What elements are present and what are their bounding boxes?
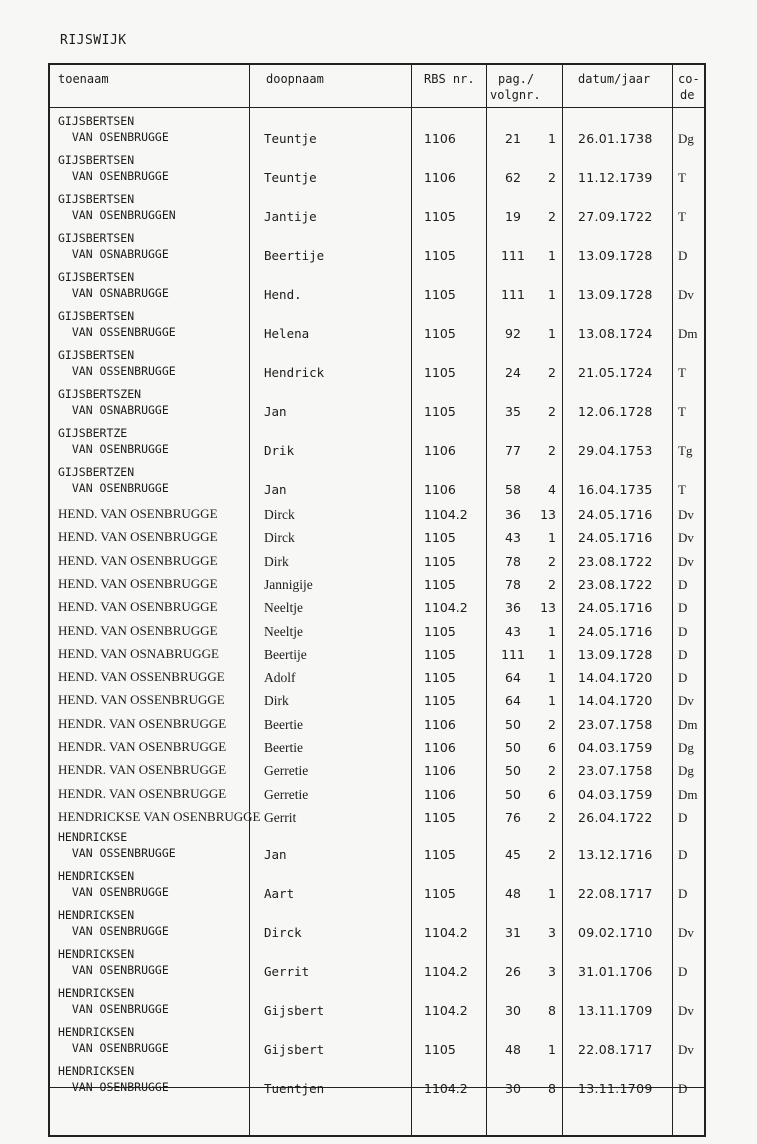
register-table bbox=[48, 63, 706, 1137]
rbs-number: 1106 bbox=[424, 740, 456, 755]
record-date: 04.03.1759 bbox=[578, 740, 653, 755]
table-row bbox=[50, 830, 704, 869]
given-name: Dirck bbox=[264, 530, 295, 546]
sequence-number: 1 bbox=[548, 1042, 556, 1058]
record-date: 13.09.1728 bbox=[578, 287, 653, 302]
sequence-number: 1 bbox=[548, 530, 556, 546]
rbs-number: 1105 bbox=[424, 886, 456, 902]
given-name: Jan bbox=[264, 404, 287, 419]
sequence-number: 2 bbox=[548, 716, 556, 732]
rbs-number: 1104.2 bbox=[424, 925, 468, 941]
record-date: 24.05.1716 bbox=[578, 507, 653, 522]
table-row bbox=[50, 737, 704, 760]
sequence-number: 1 bbox=[548, 131, 556, 146]
record-date: 13.08.1724 bbox=[578, 326, 653, 341]
record-code: D bbox=[678, 576, 688, 592]
table-row bbox=[50, 1064, 704, 1103]
surname-line-1: HEND. VAN OSENBRUGGE bbox=[58, 506, 218, 521]
record-code: Dg bbox=[678, 131, 694, 146]
record-code: Dv bbox=[678, 693, 694, 709]
surname-line-2: VAN OSNABRUGGE bbox=[58, 286, 169, 300]
surname-line-1: HEND. VAN OSNABRUGGE bbox=[58, 645, 219, 661]
surname-line-1: GIJSBERTSZEN bbox=[58, 387, 142, 401]
surname-line-1: HENDRICKSEN bbox=[58, 986, 135, 1001]
record-date: 09.02.1710 bbox=[578, 925, 653, 941]
record-code: Tg bbox=[678, 443, 693, 458]
record-date: 29.04.1753 bbox=[578, 443, 653, 458]
rbs-number: 1105 bbox=[424, 248, 456, 263]
surname-line-2: VAN OSNABRUGGE bbox=[58, 247, 169, 261]
page-number: 26 bbox=[505, 964, 521, 980]
record-code: T bbox=[678, 209, 686, 224]
rbs-number: 1106 bbox=[424, 716, 456, 732]
record-code: Dm bbox=[678, 786, 698, 802]
record-date: 22.08.1717 bbox=[578, 886, 653, 902]
record-code: D bbox=[678, 646, 688, 662]
record-code: D bbox=[678, 964, 688, 980]
given-name: Gerrit bbox=[264, 964, 310, 980]
table-row bbox=[50, 527, 704, 550]
page-number: 48 bbox=[505, 1042, 521, 1058]
given-name: Teuntje bbox=[264, 170, 317, 185]
table-row bbox=[50, 270, 704, 309]
given-name: Drik bbox=[264, 443, 295, 458]
page-number: 111 bbox=[501, 248, 525, 263]
sequence-number: 2 bbox=[548, 847, 556, 863]
rbs-number: 1105 bbox=[424, 693, 456, 709]
record-code: T bbox=[678, 404, 686, 419]
given-name: Aart bbox=[264, 886, 295, 902]
page-number: 77 bbox=[505, 443, 521, 458]
header-code-2: de bbox=[680, 88, 695, 102]
surname-line-1: GIJSBERTZE bbox=[58, 426, 128, 440]
table-row bbox=[50, 714, 704, 737]
page-number: 92 bbox=[505, 326, 521, 341]
surname-line-2: VAN OSSENBRUGGE bbox=[58, 846, 176, 861]
sequence-number: 2 bbox=[548, 404, 556, 419]
page-number: 62 bbox=[505, 170, 521, 185]
given-name: Gerretie bbox=[264, 786, 309, 802]
table-row bbox=[50, 426, 704, 465]
given-name: Neeltje bbox=[264, 623, 303, 639]
table-row bbox=[50, 551, 704, 574]
surname-line-1: HEND. VAN OSENBRUGGE bbox=[58, 529, 218, 545]
record-date: 13.11.1709 bbox=[578, 1081, 653, 1097]
record-date: 24.05.1716 bbox=[578, 600, 653, 616]
rbs-number: 1105 bbox=[424, 404, 456, 419]
given-name: Dirck bbox=[264, 507, 295, 522]
page-number: 48 bbox=[505, 886, 521, 902]
table-row bbox=[50, 908, 704, 947]
table-row bbox=[50, 1025, 704, 1064]
record-code: T bbox=[678, 482, 686, 497]
table-row bbox=[50, 574, 704, 597]
rbs-number: 1106 bbox=[424, 763, 456, 779]
table-row bbox=[50, 760, 704, 783]
page-number: 111 bbox=[501, 287, 525, 302]
record-date: 13.11.1709 bbox=[578, 1003, 653, 1019]
page-number: 50 bbox=[505, 786, 521, 802]
page-number: 31 bbox=[505, 925, 521, 941]
sequence-number: 1 bbox=[548, 248, 556, 263]
rbs-number: 1106 bbox=[424, 131, 456, 146]
page-number: 36 bbox=[505, 507, 521, 522]
surname-line-1: GIJSBERTSEN bbox=[58, 192, 135, 206]
given-name: Gijsbert bbox=[264, 1003, 325, 1019]
record-code: Dv bbox=[678, 530, 694, 546]
table-row bbox=[50, 947, 704, 986]
sequence-number: 2 bbox=[548, 576, 556, 592]
surname-line-1: HEND. VAN OSENBRUGGE bbox=[58, 552, 218, 568]
given-name: Dirck bbox=[264, 925, 302, 941]
given-name: Dirk bbox=[264, 553, 289, 569]
record-date: 24.05.1716 bbox=[578, 623, 653, 639]
table-row bbox=[50, 690, 704, 713]
sequence-number: 1 bbox=[548, 287, 556, 302]
surname-line-2: VAN OSENBRUGGE bbox=[58, 963, 169, 978]
header-volgnr: volgnr. bbox=[490, 88, 541, 102]
table-row bbox=[50, 465, 704, 504]
page-number: 24 bbox=[505, 365, 521, 380]
page-number: 64 bbox=[505, 670, 521, 686]
surname-line-1: HENDR. VAN OSENBRUGGE bbox=[58, 715, 227, 731]
given-name: Jantije bbox=[264, 209, 317, 224]
given-name: Dirk bbox=[264, 693, 289, 709]
record-code: Dv bbox=[678, 925, 694, 941]
record-date: 16.04.1735 bbox=[578, 482, 653, 497]
page-number: 30 bbox=[505, 1003, 521, 1019]
record-date: 27.09.1722 bbox=[578, 209, 653, 224]
surname-line-2: VAN OSENBRUGGE bbox=[58, 1002, 169, 1017]
page-number: 45 bbox=[505, 847, 521, 863]
given-name: Teuntje bbox=[264, 131, 317, 146]
table-row bbox=[50, 504, 704, 527]
page-number: 50 bbox=[505, 763, 521, 779]
record-code: T bbox=[678, 365, 686, 380]
table-row bbox=[50, 869, 704, 908]
surname-line-2: VAN OSENBRUGGE bbox=[58, 885, 169, 900]
surname-line-2: VAN OSSENBRUGGE bbox=[58, 364, 176, 378]
record-date: 22.08.1717 bbox=[578, 1042, 653, 1058]
table-row bbox=[50, 114, 704, 153]
surname-line-2: VAN OSENBRUGGE bbox=[58, 924, 169, 939]
record-code: D bbox=[678, 1081, 688, 1097]
rbs-number: 1105 bbox=[424, 646, 456, 662]
given-name: Jan bbox=[264, 482, 287, 497]
record-date: 21.05.1724 bbox=[578, 365, 653, 380]
record-code: D bbox=[678, 600, 688, 616]
rbs-number: 1104.2 bbox=[424, 1003, 468, 1019]
record-date: 23.07.1758 bbox=[578, 763, 653, 779]
sequence-number: 1 bbox=[548, 886, 556, 902]
rbs-number: 1105 bbox=[424, 365, 456, 380]
sequence-number: 13 bbox=[540, 600, 556, 616]
header-doopnaam: doopnaam bbox=[266, 72, 324, 86]
table-row bbox=[50, 621, 704, 644]
record-date: 13.09.1728 bbox=[578, 248, 653, 263]
rbs-number: 1105 bbox=[424, 326, 456, 341]
sequence-number: 2 bbox=[548, 809, 556, 825]
sequence-number: 6 bbox=[548, 740, 556, 755]
record-code: D bbox=[678, 809, 688, 825]
sequence-number: 2 bbox=[548, 553, 556, 569]
page-number: 64 bbox=[505, 693, 521, 709]
surname-line-1: HENDR. VAN OSENBRUGGE bbox=[58, 739, 227, 754]
page-number: 43 bbox=[505, 623, 521, 639]
sequence-number: 1 bbox=[548, 326, 556, 341]
sequence-number: 8 bbox=[548, 1003, 556, 1019]
rbs-number: 1105 bbox=[424, 530, 456, 546]
record-code: D bbox=[678, 847, 688, 863]
sequence-number: 2 bbox=[548, 443, 556, 458]
page-number: 58 bbox=[505, 482, 521, 497]
page-number: 43 bbox=[505, 530, 521, 546]
sequence-number: 2 bbox=[548, 763, 556, 779]
sequence-number: 1 bbox=[548, 670, 556, 686]
record-date: 11.12.1739 bbox=[578, 170, 653, 185]
rbs-number: 1106 bbox=[424, 170, 456, 185]
sequence-number: 3 bbox=[548, 925, 556, 941]
place-heading: RIJSWIJK bbox=[60, 33, 127, 48]
page-number: 30 bbox=[505, 1081, 521, 1097]
record-date: 26.01.1738 bbox=[578, 131, 653, 146]
record-date: 13.12.1716 bbox=[578, 847, 653, 863]
given-name: Neeltje bbox=[264, 600, 303, 616]
table-row bbox=[50, 348, 704, 387]
given-name: Beertije bbox=[264, 248, 325, 263]
given-name: Beertije bbox=[264, 646, 307, 662]
record-date: 23.08.1722 bbox=[578, 553, 653, 569]
record-code: Dg bbox=[678, 763, 694, 779]
record-date: 04.03.1759 bbox=[578, 786, 653, 802]
record-date: 12.06.1728 bbox=[578, 404, 653, 419]
record-code: D bbox=[678, 886, 688, 902]
table-row bbox=[50, 309, 704, 348]
header-toenaam: toenaam bbox=[58, 72, 109, 86]
table-row bbox=[50, 784, 704, 807]
surname-line-1: HEND. VAN OSSENBRUGGE bbox=[58, 669, 225, 685]
page-number: 21 bbox=[505, 131, 521, 146]
surname-line-2: VAN OSENBRUGGE bbox=[58, 442, 169, 456]
surname-line-1: HEND. VAN OSSENBRUGGE bbox=[58, 692, 225, 708]
table-row bbox=[50, 667, 704, 690]
page-number: 76 bbox=[505, 809, 521, 825]
header-pag: pag./ bbox=[498, 72, 535, 86]
record-code: D bbox=[678, 670, 688, 686]
surname-line-1: GIJSBERTSEN bbox=[58, 309, 135, 323]
given-name: Gijsbert bbox=[264, 1042, 325, 1058]
sequence-number: 1 bbox=[548, 693, 556, 709]
record-date: 24.05.1716 bbox=[578, 530, 653, 546]
rbs-number: 1106 bbox=[424, 443, 456, 458]
surname-line-1: GIJSBERTSEN bbox=[58, 153, 135, 167]
surname-line-1: HEND. VAN OSENBRUGGE bbox=[58, 575, 218, 591]
table-row bbox=[50, 387, 704, 426]
rbs-number: 1105 bbox=[424, 809, 456, 825]
page-number: 19 bbox=[505, 209, 521, 224]
given-name: Adolf bbox=[264, 670, 296, 686]
given-name: Hend. bbox=[264, 287, 302, 302]
record-code: Dv bbox=[678, 553, 694, 569]
rbs-number: 1104.2 bbox=[424, 507, 468, 522]
surname-line-2: VAN OSENBRUGGEN bbox=[58, 208, 176, 222]
surname-line-1: HEND. VAN OSENBRUGGE bbox=[58, 622, 218, 638]
record-date: 23.08.1722 bbox=[578, 576, 653, 592]
sequence-number: 2 bbox=[548, 170, 556, 185]
given-name: Hendrick bbox=[264, 365, 325, 380]
given-name: Beertie bbox=[264, 740, 303, 755]
table-row bbox=[50, 986, 704, 1025]
record-code: Dv bbox=[678, 507, 694, 522]
surname-line-2: VAN OSSENBRUGGE bbox=[58, 325, 176, 339]
table-row bbox=[50, 153, 704, 192]
sequence-number: 1 bbox=[548, 623, 556, 639]
surname-line-1: HENDRICKSEN bbox=[58, 869, 135, 884]
surname-line-1: HENDRICKSEN bbox=[58, 1025, 135, 1040]
rbs-number: 1105 bbox=[424, 287, 456, 302]
record-code: D bbox=[678, 248, 688, 263]
given-name: Gerrit bbox=[264, 809, 297, 825]
rbs-number: 1105 bbox=[424, 670, 456, 686]
surname-line-2: VAN OSENBRUGGE bbox=[58, 1080, 169, 1095]
surname-line-2: VAN OSENBRUGGE bbox=[58, 481, 169, 495]
page-number: 111 bbox=[501, 646, 525, 662]
header-rbs: RBS nr. bbox=[424, 72, 475, 86]
table-row bbox=[50, 644, 704, 667]
header-datum: datum/jaar bbox=[578, 72, 651, 86]
surname-line-1: GIJSBERTSEN bbox=[58, 114, 135, 128]
sequence-number: 3 bbox=[548, 964, 556, 980]
record-date: 14.04.1720 bbox=[578, 670, 653, 686]
page-number: 78 bbox=[505, 553, 521, 569]
surname-line-1: HENDRICKSEN bbox=[58, 908, 135, 923]
given-name: Beertie bbox=[264, 716, 303, 732]
surname-line-2: VAN OSNABRUGGE bbox=[58, 403, 169, 417]
surname-line-1: HEND. VAN OSENBRUGGE bbox=[58, 599, 218, 615]
rbs-number: 1106 bbox=[424, 482, 456, 497]
page-number: 50 bbox=[505, 716, 521, 732]
sequence-number: 2 bbox=[548, 209, 556, 224]
surname-line-1: HENDR. VAN OSENBRUGGE bbox=[58, 762, 227, 778]
record-code: Dm bbox=[678, 716, 698, 732]
rbs-number: 1104.2 bbox=[424, 1081, 468, 1097]
given-name: Tuentjen bbox=[264, 1081, 325, 1097]
record-code: T bbox=[678, 170, 686, 185]
surname-line-1: HENDR. VAN OSENBRUGGE bbox=[58, 785, 227, 801]
page-number: 50 bbox=[505, 740, 521, 755]
surname-line-1: GIJSBERTSEN bbox=[58, 348, 135, 362]
surname-line-2: VAN OSENBRUGGE bbox=[58, 169, 169, 183]
given-name: Gerretie bbox=[264, 763, 309, 779]
given-name: Helena bbox=[264, 326, 310, 341]
rbs-number: 1105 bbox=[424, 1042, 456, 1058]
record-code: Dm bbox=[678, 326, 698, 341]
page-number: 36 bbox=[505, 600, 521, 616]
header-code: co- bbox=[678, 72, 700, 86]
page-number: 78 bbox=[505, 576, 521, 592]
surname-line-2: VAN OSENBRUGGE bbox=[58, 1041, 169, 1056]
record-code: Dv bbox=[678, 287, 694, 302]
table-row bbox=[50, 231, 704, 270]
header-divider bbox=[50, 107, 704, 108]
rbs-number: 1105 bbox=[424, 553, 456, 569]
surname-line-1: HENDRICKSE bbox=[58, 830, 128, 845]
sequence-number: 13 bbox=[540, 507, 556, 522]
table-row bbox=[50, 597, 704, 620]
rbs-number: 1105 bbox=[424, 847, 456, 863]
given-name: Jan bbox=[264, 847, 287, 863]
rbs-number: 1105 bbox=[424, 209, 456, 224]
sequence-number: 2 bbox=[548, 365, 556, 380]
record-code: Dv bbox=[678, 1003, 694, 1019]
rbs-number: 1105 bbox=[424, 576, 456, 592]
rbs-number: 1105 bbox=[424, 623, 456, 639]
record-code: Dv bbox=[678, 1042, 694, 1058]
record-date: 31.01.1706 bbox=[578, 964, 653, 980]
surname-line-2: VAN OSENBRUGGE bbox=[58, 130, 169, 144]
surname-line-1: HENDRICKSE VAN OSENBRUGGE bbox=[58, 808, 261, 824]
record-date: 14.04.1720 bbox=[578, 693, 653, 709]
record-code: Dg bbox=[678, 740, 694, 755]
rbs-number: 1106 bbox=[424, 786, 456, 802]
record-date: 13.09.1728 bbox=[578, 646, 653, 662]
sequence-number: 8 bbox=[548, 1081, 556, 1097]
surname-line-1: GIJSBERTSEN bbox=[58, 231, 135, 245]
record-date: 23.07.1758 bbox=[578, 716, 653, 732]
surname-line-1: GIJSBERTSEN bbox=[58, 270, 135, 284]
rbs-number: 1104.2 bbox=[424, 964, 468, 980]
surname-line-1: HENDRICKSEN bbox=[58, 1064, 135, 1079]
record-code: D bbox=[678, 623, 688, 639]
page-number: 35 bbox=[505, 404, 521, 419]
sequence-number: 4 bbox=[548, 482, 556, 497]
table-row bbox=[50, 192, 704, 231]
surname-line-1: HENDRICKSEN bbox=[58, 947, 135, 962]
sequence-number: 6 bbox=[548, 786, 556, 802]
table-row bbox=[50, 807, 704, 830]
sequence-number: 1 bbox=[548, 646, 556, 662]
record-date: 26.04.1722 bbox=[578, 809, 653, 825]
given-name: Jannigije bbox=[264, 576, 313, 592]
rbs-number: 1104.2 bbox=[424, 600, 468, 616]
surname-line-1: GIJSBERTZEN bbox=[58, 465, 135, 479]
